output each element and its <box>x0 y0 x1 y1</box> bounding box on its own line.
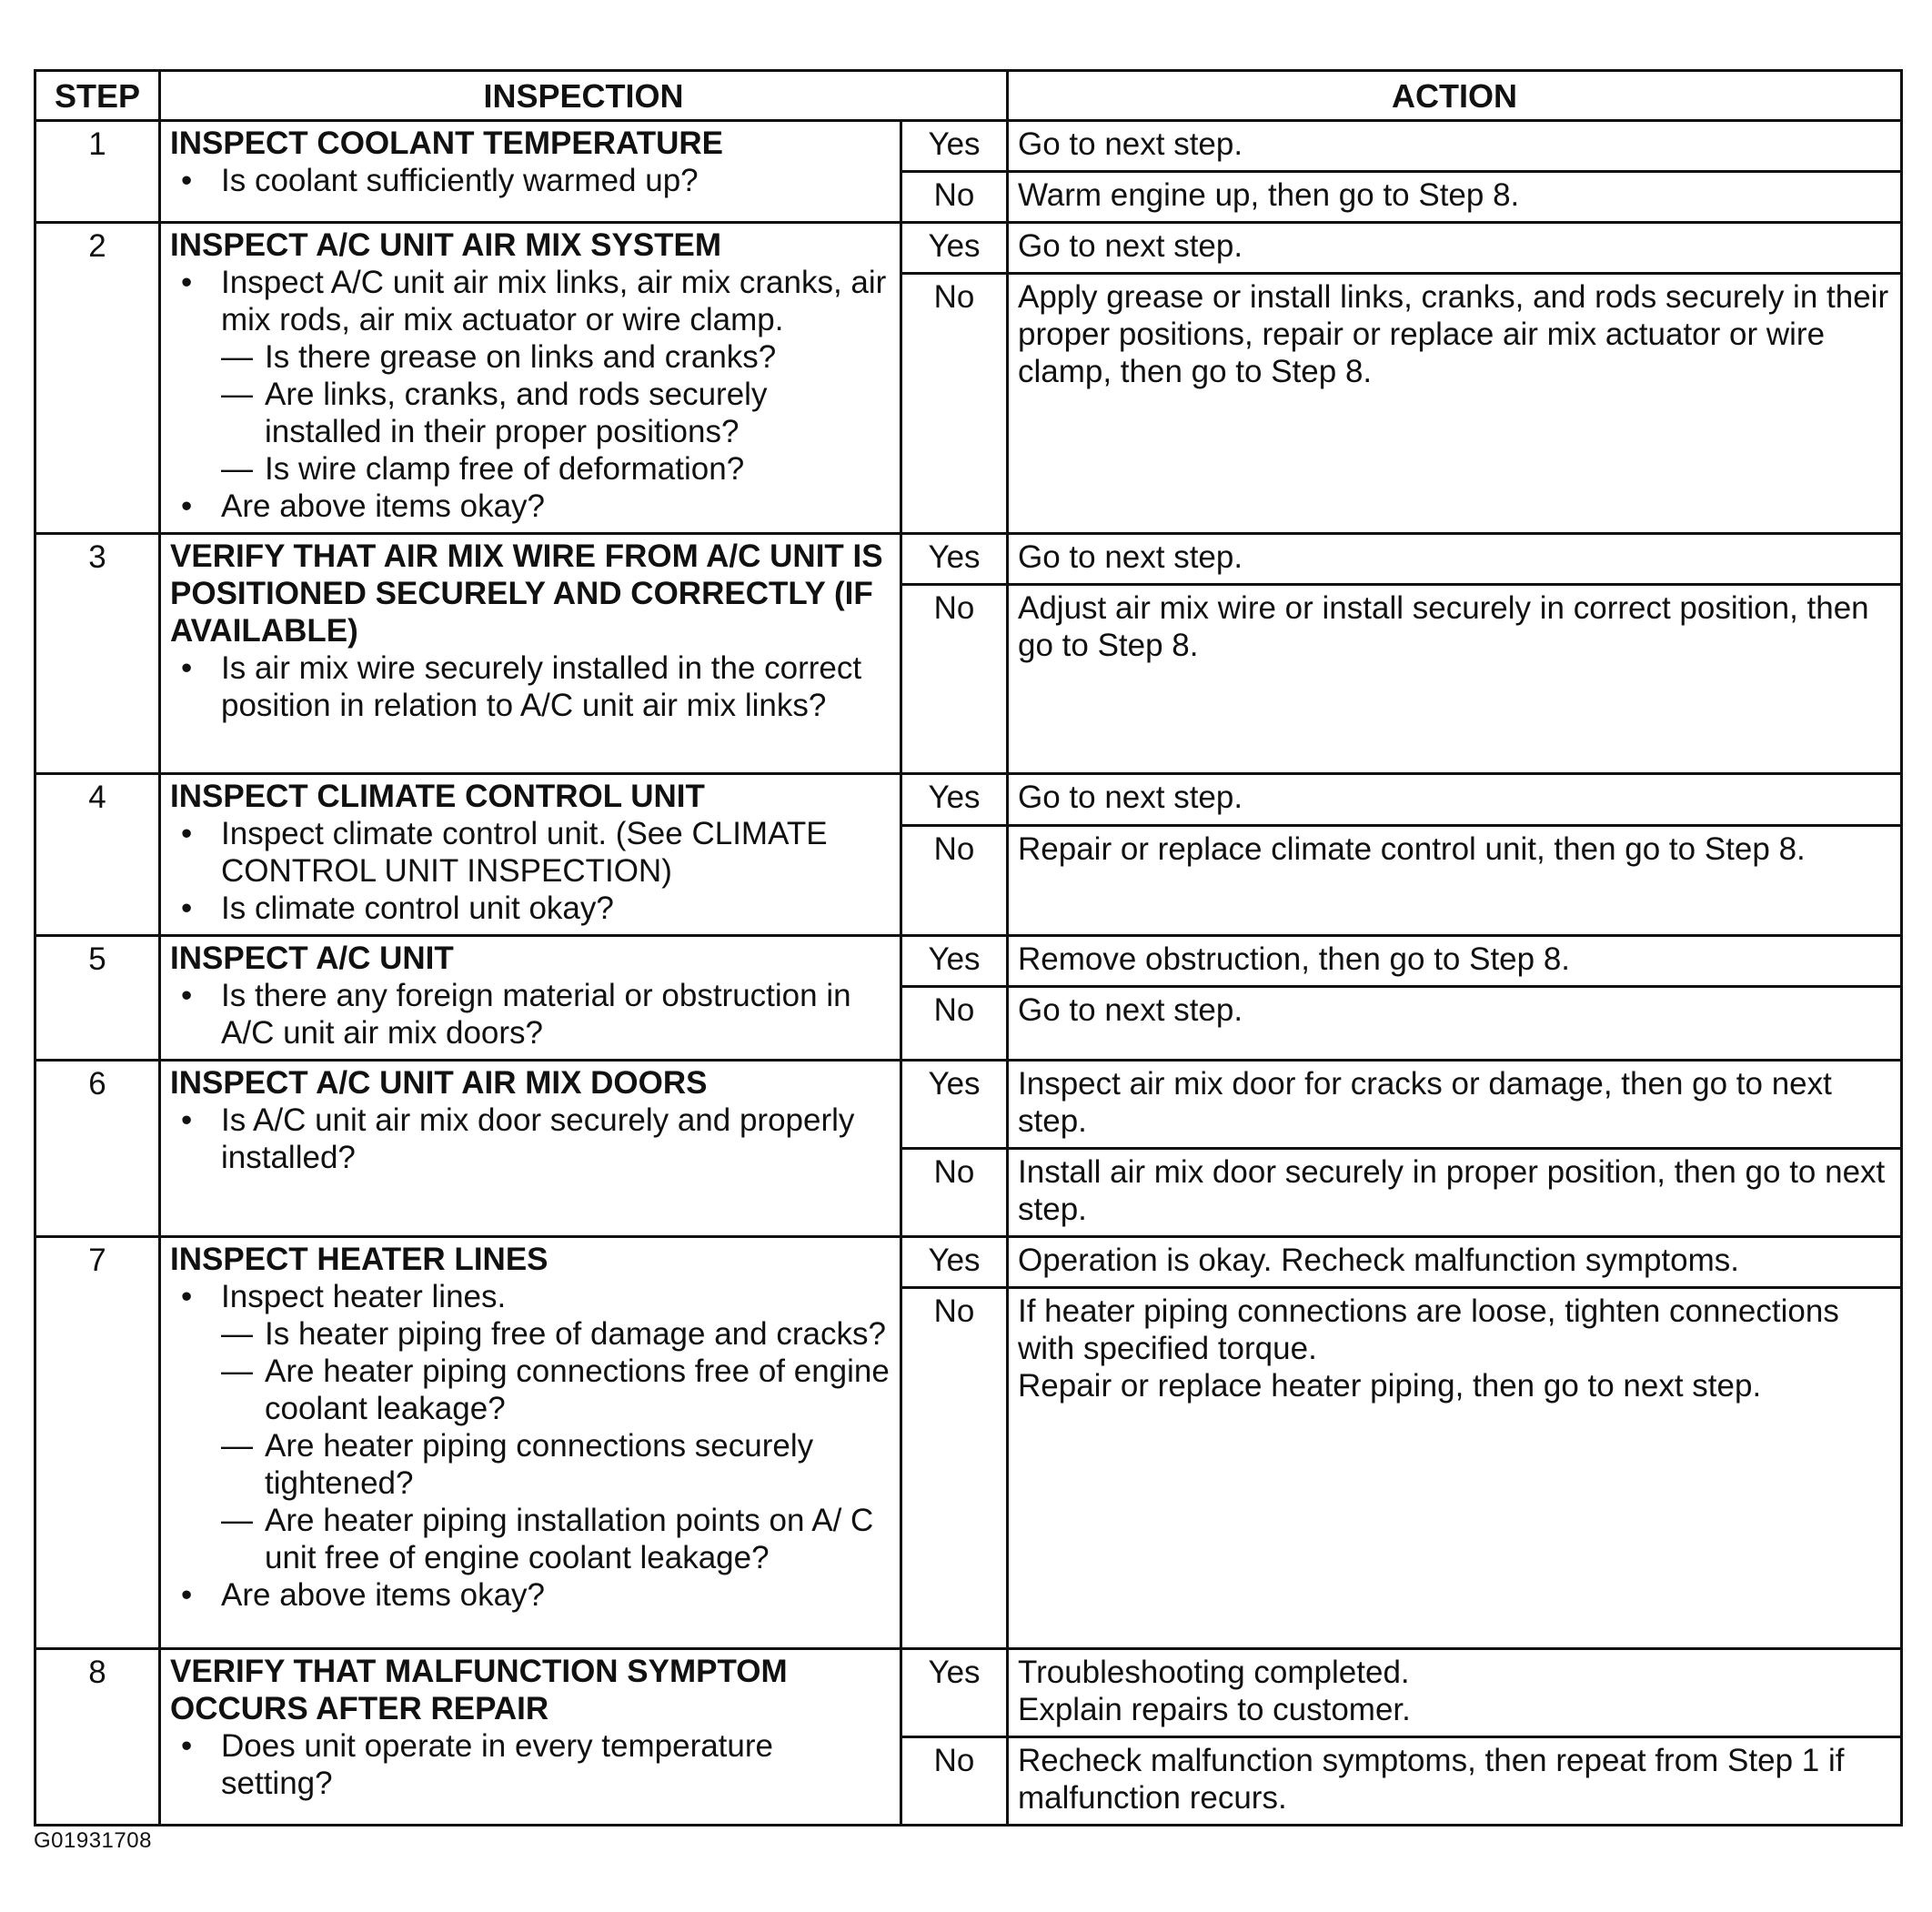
inspection-title: INSPECT A/C UNIT <box>170 941 454 976</box>
header-step: STEP <box>35 71 160 121</box>
inspection-cell <box>160 936 901 1061</box>
action-text: Troubleshooting completed. <box>1018 1655 1410 1690</box>
table-row <box>35 223 1902 274</box>
action-text: Go to next step. <box>1018 228 1243 264</box>
no-label: No <box>901 1737 1008 1826</box>
step-number: 3 <box>35 534 160 774</box>
inspection-title: INSPECT COOLANT TEMPERATURE <box>170 126 723 161</box>
table-header-row <box>35 71 1902 121</box>
inspection-cell <box>160 121 901 223</box>
yes-label: Yes <box>901 534 1008 585</box>
step-number: 8 <box>35 1649 160 1826</box>
step-number: 7 <box>35 1237 160 1649</box>
inspection-bullet: • Inspect heater lines. <box>170 1278 892 1315</box>
action-text: Go to next step. <box>1018 992 1243 1029</box>
inspection-cell <box>160 1061 901 1237</box>
inspection-subitem: — Are links, cranks, and rods securely installed in their proper positions? <box>170 376 892 450</box>
yes-label: Yes <box>901 936 1008 987</box>
action-text: Go to next step. <box>1018 126 1243 162</box>
inspection-bullet: • Are above items okay? <box>170 1576 892 1614</box>
step-number: 1 <box>35 121 160 223</box>
inspection-bullet: • Inspect climate control unit. (See CLIMATE CONTROL UNIT INSPECTION) <box>170 815 892 890</box>
table-row <box>35 534 1902 585</box>
action-text: Operation is okay. Recheck malfunction symptoms. <box>1018 1243 1740 1278</box>
table-row <box>35 1061 1902 1149</box>
action-text: Adjust air mix wire or install securely in correct position, then go to Step 8. <box>1018 590 1869 663</box>
no-action <box>1008 987 1902 1061</box>
yes-label: Yes <box>901 1649 1008 1737</box>
action-text: Recheck malfunction symptoms, then repeat from Step 1 if malfunction recurs. <box>1018 1743 1845 1816</box>
inspection-title: INSPECT A/C UNIT AIR MIX SYSTEM <box>170 227 722 263</box>
inspection-subitem: — Are heater piping connections free of engine coolant leakage? <box>170 1353 892 1427</box>
troubleshooting-table <box>34 69 1903 1826</box>
inspection-subitem: — Is there grease on links and cranks? <box>170 338 892 376</box>
step-number: 6 <box>35 1061 160 1237</box>
yes-action <box>1008 1061 1902 1149</box>
step-number: 4 <box>35 774 160 936</box>
inspection-bullet: • Is A/C unit air mix door securely and properly installed? <box>170 1102 892 1176</box>
yes-label: Yes <box>901 1237 1008 1288</box>
header-action: ACTION <box>1008 71 1902 121</box>
inspection-bullet: • Is climate control unit okay? <box>170 890 892 927</box>
no-action <box>1008 1737 1902 1826</box>
action-text: Apply grease or install links, cranks, and rods securely in their proper positions, repair or replace air mix actuator or wire clamp, then go to Step 8. <box>1018 279 1889 389</box>
action-text: Repair or replace climate control unit, then go to Step 8. <box>1018 830 1806 867</box>
table-row <box>35 936 1902 987</box>
table-row <box>35 121 1902 172</box>
no-label: No <box>901 987 1008 1061</box>
action-text: Explain repairs to customer. <box>1018 1692 1411 1727</box>
yes-label: Yes <box>901 774 1008 826</box>
yes-label: Yes <box>901 223 1008 274</box>
inspection-title: INSPECT A/C UNIT AIR MIX DOORS <box>170 1065 708 1101</box>
yes-action <box>1008 121 1902 172</box>
yes-action <box>1008 774 1902 826</box>
no-label: No <box>901 172 1008 223</box>
no-action <box>1008 585 1902 774</box>
no-label: No <box>901 825 1008 935</box>
table-row <box>35 1649 1902 1737</box>
inspection-cell <box>160 774 901 936</box>
yes-action <box>1008 1649 1902 1737</box>
inspection-cell <box>160 1649 901 1826</box>
inspection-subitem: — Is heater piping free of damage and cracks? <box>170 1315 892 1353</box>
action-text: Inspect air mix door for cracks or damage, then go to next step. <box>1018 1066 1832 1139</box>
action-text: Repair or replace heater piping, then go to next step. <box>1018 1368 1762 1404</box>
yes-label: Yes <box>901 1061 1008 1149</box>
action-text: Warm engine up, then go to Step 8. <box>1018 177 1520 213</box>
inspection-title: INSPECT HEATER LINES <box>170 1242 548 1277</box>
inspection-subitem: — Is wire clamp free of deformation? <box>170 450 892 488</box>
inspection-cell <box>160 223 901 534</box>
step-number: 5 <box>35 936 160 1061</box>
inspection-subitem: — Are heater piping installation points on A/ C unit free of engine coolant leakage? <box>170 1502 892 1576</box>
inspection-title: VERIFY THAT AIR MIX WIRE FROM A/C UNIT IS POSITIONED SECURELY AND CORRECTLY (IF AVAILABLE) <box>170 538 883 649</box>
inspection-cell <box>160 1237 901 1649</box>
table-row <box>35 1237 1902 1288</box>
no-label: No <box>901 274 1008 534</box>
inspection-title: VERIFY THAT MALFUNCTION SYMPTOM OCCURS AFTER REPAIR <box>170 1654 788 1726</box>
no-action <box>1008 172 1902 223</box>
table-row <box>35 774 1902 826</box>
no-action <box>1008 274 1902 534</box>
no-action <box>1008 1288 1902 1649</box>
figure-id: G01931708 <box>34 1828 152 1853</box>
no-action <box>1008 1149 1902 1237</box>
action-text: Remove obstruction, then go to Step 8. <box>1018 941 1571 977</box>
inspection-bullet: • Is air mix wire securely installed in the correct position in relation to A/C unit air mix links? <box>170 649 892 724</box>
no-label: No <box>901 585 1008 774</box>
yes-action <box>1008 223 1902 274</box>
step-number: 2 <box>35 223 160 534</box>
action-text: If heater piping connections are loose, tighten connections with specified torque. <box>1018 1293 1839 1366</box>
no-label: No <box>901 1149 1008 1237</box>
yes-action <box>1008 534 1902 585</box>
yes-action <box>1008 1237 1902 1288</box>
no-action <box>1008 825 1902 935</box>
inspection-title: INSPECT CLIMATE CONTROL UNIT <box>170 779 705 814</box>
inspection-bullet: • Does unit operate in every temperature setting? <box>170 1727 892 1802</box>
action-text: Go to next step. <box>1018 539 1243 575</box>
inspection-bullet: • Are above items okay? <box>170 488 892 525</box>
action-text: Go to next step. <box>1018 780 1243 815</box>
no-label: No <box>901 1288 1008 1649</box>
action-text: Install air mix door securely in proper position, then go to next step. <box>1018 1154 1886 1227</box>
inspection-bullet: • Is there any foreign material or obstruction in A/C unit air mix doors? <box>170 977 892 1052</box>
yes-label: Yes <box>901 121 1008 172</box>
table-body <box>35 121 1902 1826</box>
yes-action <box>1008 936 1902 987</box>
header-inspection: INSPECTION <box>160 71 1008 121</box>
inspection-bullet: • Inspect A/C unit air mix links, air mix cranks, air mix rods, air mix actuator or wire clamp. <box>170 264 892 338</box>
inspection-bullet: • Is coolant sufficiently warmed up? <box>170 162 892 199</box>
inspection-subitem: — Are heater piping connections securely tightened? <box>170 1427 892 1502</box>
inspection-cell <box>160 534 901 774</box>
